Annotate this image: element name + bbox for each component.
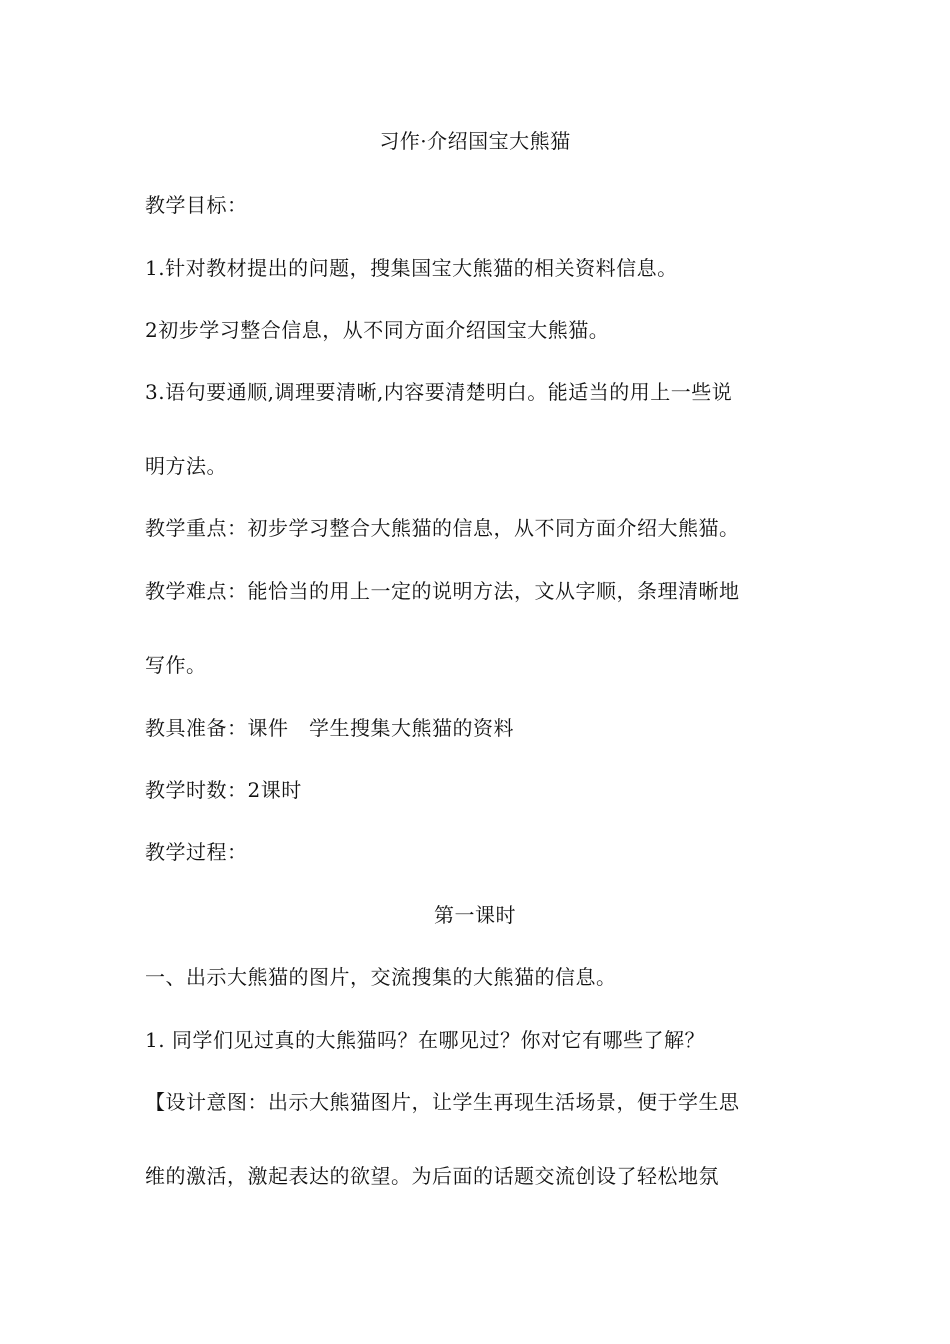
- design-intent-line-2: 维的激活，激起表达的欲望。为后面的话题交流创设了轻松地氛: [145, 1164, 719, 1188]
- design-intent-line-1: 【设计意图：出示大熊猫图片，让学生再现生活场景，便于学生思: [145, 1090, 740, 1114]
- difficulty-line-2: 写作。: [145, 653, 207, 677]
- question-1: 1. 同学们见过真的大熊猫吗？在哪见过？你对它有哪些了解？: [145, 1028, 705, 1052]
- step-1: 一、出示大熊猫的图片，交流搜集的大熊猫的信息。: [145, 965, 617, 989]
- process-heading: 教学过程：: [145, 840, 248, 864]
- objectives-heading: 教学目标：: [145, 193, 248, 217]
- objective-2: 2初步学习整合信息，从不同方面介绍国宝大熊猫。: [145, 318, 610, 342]
- difficulty-line-1: 教学难点：能恰当的用上一定的说明方法，文从字顺，条理清晰地: [145, 579, 740, 603]
- periods: 教学时数：2课时: [145, 778, 302, 802]
- key-point: 教学重点：初步学习整合大熊猫的信息，从不同方面介绍大熊猫。: [145, 516, 740, 540]
- objective-1: 1.针对教材提出的问题，搜集国宝大熊猫的相关资料信息。: [145, 256, 678, 280]
- document-title: 习作·介绍国宝大熊猫: [379, 129, 571, 153]
- objective-3-line-1: 3.语句要通顺,调理要清晰,内容要清楚明白。能适当的用上一些说: [145, 380, 733, 404]
- materials: 教具准备：课件 学生搜集大熊猫的资料: [145, 716, 514, 740]
- objective-3-line-2: 明方法。: [145, 454, 227, 478]
- section-subtitle: 第一课时: [434, 903, 516, 927]
